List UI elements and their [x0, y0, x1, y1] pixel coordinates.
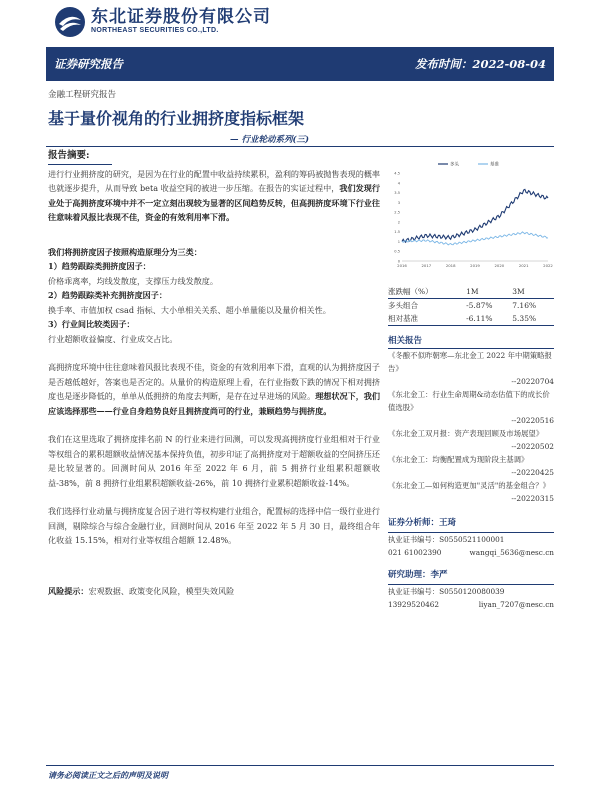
analyst-license — [388, 533, 554, 546]
related-date: --20220502 — [511, 442, 554, 451]
company-name-en: NORTHEAST SECURITIES CO.,LTD. — [91, 27, 219, 34]
assistant-heading — [388, 569, 554, 585]
factor-2-heading: 2）趋势跟踪类补充拥挤度因子： — [48, 290, 167, 300]
y-tick-label: 2.5 — [394, 210, 400, 215]
analyst-contact — [388, 546, 554, 559]
y-tick-label: 2 — [397, 220, 400, 225]
x-tick-label: 2019 — [470, 263, 480, 268]
paragraph-bold: 我们发现行业处于高拥挤度环境中并不一定立刻出现较为显著的区间趋势反转，但高拥挤度环境下行业往往意味着风报比表现不佳，资金的有效利用率下滑。 — [48, 183, 380, 222]
assistant-phone: 13929520462 — [388, 600, 440, 609]
related-title[interactable]: 《东北金工：行业生命周期&动态估值下的成长价值选股》 — [388, 390, 550, 412]
factor-heading: 我们将拥挤度因子按照构造原理分为三类： — [48, 246, 202, 257]
factor-3-heading: 3）行业间比较类因子： — [48, 319, 135, 329]
factor-1-text: 价格乖离率，均线发散度，支撑压力线发散度。 — [48, 275, 218, 286]
assistant-name: 李严 — [430, 570, 448, 580]
paragraph-text: 高拥挤度环境中往往意味着风报比表现不佳，资金的有效利用率下滑，直观的认为拥挤度因子是否越低越好，答案也是否定的。从量价的构造原理上看，在行业指数下跌的情况下相对拥挤度也是逐步降低的，单单从低拥挤的角度去判断，是存在过早进场的风险。 — [48, 362, 380, 401]
paragraph — [48, 167, 380, 225]
x-tick-label: 2020 — [494, 263, 505, 268]
paragraph-text: 进行行业拥挤度的研究，是因为在行业的配置中收益持续累积，盈利的筹码被抛售表现的概率也就逐步提升，从而导致 beta 收益空间的被进一步压缩。在报告的实证过程中， — [48, 168, 380, 193]
paragraph-bold: 理想状况下，我们应该选择那些——行业自身趋势良好且拥挤度尚可的行业，兼顾趋势与拥挤度。 — [48, 391, 380, 416]
perf-row-3m: 7.16% — [512, 301, 537, 310]
assistant-role: 研究助理： — [388, 570, 431, 580]
report-type: 证券研究报告 — [54, 57, 123, 71]
y-tick-label: 0.5 — [394, 249, 400, 254]
license-label: 执业证书编号： — [388, 587, 440, 596]
factor-3-text: 行业超额收益偏度、行业成交占比。 — [48, 333, 178, 344]
risk-label: 风险提示： — [48, 585, 89, 596]
company-name-cn: 东北证券股份有限公司 — [91, 7, 271, 27]
analyst-phone: 021 61002390 — [388, 548, 442, 557]
summary-label: 报告摘要: — [48, 149, 112, 165]
x-tick-label: 2017 — [421, 263, 432, 268]
perf-header-3m: 3M — [512, 285, 554, 299]
logo-icon — [54, 6, 86, 38]
paragraph: 我们选择行业动量与拥挤度复合因子进行等权构建行业组合，配置标的选择中信一级行业进行回测，剔除综合与综合金融行业，回测时间从 2016 年至 2022 年 5 月 30 日，最终组合年化收益 15.15%，相对行业等权组合超额 12.48%。 — [48, 506, 380, 545]
analyst-role: 证券分析师： — [388, 518, 440, 528]
analyst-name: 王琦 — [439, 518, 457, 528]
related-reports-list — [388, 349, 554, 505]
page-title: 基于量价视角的行业拥挤度指标框架 — [48, 109, 305, 128]
list-item[interactable] — [388, 427, 554, 453]
y-tick-label: 1 — [397, 239, 400, 244]
license-number: S0550521100001 — [439, 535, 505, 544]
factor-1-heading: 1）趋势跟踪类拥挤度因子： — [48, 261, 151, 271]
y-tick-label: 3 — [397, 200, 400, 205]
related-date: --20220425 — [511, 468, 554, 477]
perf-header-1m: 1M — [466, 285, 512, 299]
page-subtitle: — 行业轮动系列(三) — [230, 135, 310, 145]
divider — [46, 146, 554, 147]
x-tick-label: 2022 — [543, 263, 553, 268]
related-title[interactable]: 《东北金工—如何构造更加"灵活"的基金组合？》 — [388, 481, 551, 490]
x-tick-label: 2018 — [445, 263, 456, 268]
sidebar — [388, 155, 554, 611]
report-category: 金融工程研究报告 — [48, 90, 117, 100]
list-item[interactable] — [388, 388, 554, 427]
header-banner — [46, 47, 554, 81]
legend-label: 多头 — [450, 162, 459, 168]
footer-divider — [46, 765, 554, 766]
license-label: 执业证书编号： — [388, 535, 440, 544]
license-number: S0550120080039 — [439, 587, 505, 596]
series-line-1 — [402, 232, 548, 245]
paragraph: 我们在这里选取了拥挤度排名前 N 的行业来进行回测，可以发现高拥挤度行业组相对于行业等权组合的累积超额收益情况基本保持负值，初步印证了高拥挤度对于超额收益的空间挤压还是比较显著的。回测时间从 2016 年至 2022 年 6 月，前 5 拥挤行业组累积超额收益-38%，前 8 拥挤行业组累积超额收益-26%，前 10 拥挤行业累积超额收益-14%。 — [48, 434, 380, 488]
assistant-email[interactable]: liyan_7207@nesc.cn — [478, 600, 554, 609]
related-date: --20220315 — [511, 494, 554, 503]
analyst-heading — [388, 517, 554, 533]
y-tick-label: 4 — [397, 181, 400, 186]
publish-date: 发布时间：2022-08-04 — [414, 57, 546, 71]
perf-row-3m: 5.35% — [512, 312, 554, 326]
y-tick-label: 4.5 — [394, 171, 400, 176]
list-item[interactable] — [388, 453, 554, 479]
legend-label: 基准 — [490, 162, 499, 168]
performance-chart — [388, 155, 554, 273]
y-tick-label: 1.5 — [394, 230, 400, 235]
assistant-license — [388, 585, 554, 598]
perf-row-1m: -5.87% — [466, 301, 493, 310]
analyst-block — [388, 517, 554, 611]
perf-row-1m: -6.11% — [466, 312, 512, 326]
perf-header-label: 涨跌幅（%） — [388, 285, 466, 299]
factor-2-text: 换手率、市值加权 csad 指标、大小单相关关系、超小单量能以及量价相关性。 — [48, 304, 331, 315]
related-date: --20220704 — [511, 377, 554, 386]
performance-table — [388, 285, 554, 326]
y-tick-label: 0 — [397, 259, 400, 264]
x-tick-label: 2021 — [518, 263, 529, 268]
analyst-email[interactable]: wangqi_5636@nesc.cn — [469, 548, 554, 557]
y-tick-label: 3.5 — [394, 191, 400, 196]
list-item[interactable] — [388, 479, 554, 505]
series-line-0 — [402, 189, 548, 242]
risk-warning — [48, 584, 380, 599]
related-title[interactable]: 《冬酿不似昨朝寒—东北金工 2022 年中期策略报告》 — [388, 351, 552, 373]
related-title[interactable]: 《东北金工双月报：资产表现回顾及市场展望》 — [388, 429, 544, 438]
paragraph — [48, 360, 380, 418]
x-tick-label: 2016 — [397, 263, 407, 268]
related-date: --20220516 — [511, 416, 554, 425]
main-content — [48, 149, 380, 598]
perf-row-label: 多头组合 — [388, 301, 418, 310]
company-logo — [54, 4, 271, 40]
risk-text: 宏观数据、政策变化风险，模型失效风险 — [88, 585, 235, 596]
perf-row-label: 相对基准 — [388, 312, 466, 326]
footer-disclaimer: 请务必阅读正文之后的声明及说明 — [48, 770, 168, 780]
assistant-contact — [388, 598, 554, 611]
related-reports-heading: 相关报告 — [388, 334, 554, 349]
list-item[interactable] — [388, 349, 554, 388]
related-title[interactable]: 《东北金工：均衡配置成为现阶段主基调》 — [388, 455, 529, 464]
